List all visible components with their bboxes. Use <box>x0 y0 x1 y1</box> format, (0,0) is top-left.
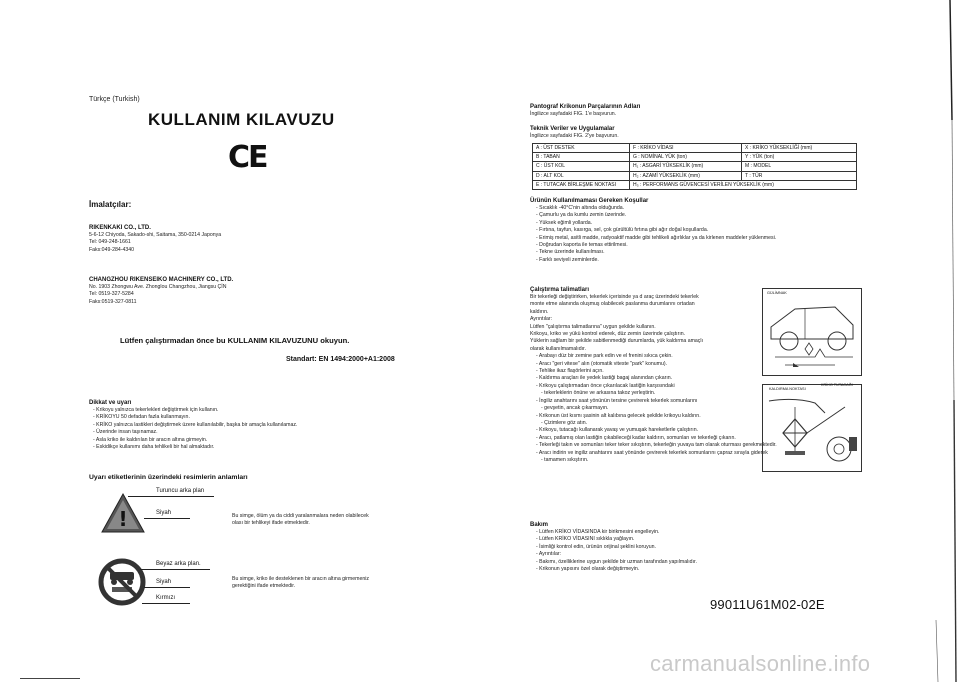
conditions-heading: Ürünün Kullanılmaması Gereken Koşullar <box>530 198 649 204</box>
caution-list <box>93 407 297 451</box>
intro-line: monte etme alanında oluşmuş olabilecek paslanma durumlarını ortadan <box>530 301 695 308</box>
read-notice: Lütfen çalıştırmadan önce bu KULLANIM KILAVUZUNU okuyun. <box>120 336 350 345</box>
list-item: - İsimliği kontrol edin, ürünün orijinal şeklini koruyun. <box>536 544 697 551</box>
maintenance-heading: Bakım <box>530 522 549 528</box>
list-item: - Arabayı düz bir zemine park edin ve el frenini sıkıca çekin. <box>536 353 760 360</box>
intro-line: Lütfen "çalıştırma talimatlarına" uygun şekilde kullanın. <box>530 323 656 330</box>
list-item: - Lütfen KRİKO VİDASINI sıklıkla yağlayın. <box>536 536 697 543</box>
list-item: - Krikonun üst kısmı şasinin alt kalıbına gelecek şekilde krikoyu kaldırın. <box>536 413 760 420</box>
maintenance-section <box>530 521 697 573</box>
operation-intro <box>530 294 760 353</box>
no-entry-under-vehicle-icon <box>98 558 146 606</box>
list-item: - İngiliz anahtarını saat yönünün tersine çevirerek tekerlek somunlarını <box>536 398 760 405</box>
list-item: - Krikoyu çalıştırmadan önce çıkarılacak lastiğin karşısındaki <box>536 383 760 390</box>
list-item: - Ayrıntılar: <box>536 551 697 558</box>
list-item: - Aracı "geri vitese" alın (otomatik viteste "park" konumu). <box>536 361 760 368</box>
list-item: - KRİKO yalnızca lastikleri değiştirmek üzere kullanılabilir, başka bir amaçla kullanılamaz. <box>93 422 297 429</box>
intro-line: Krikoyu, kriko ve yükü kontrol ederek, düz zemin üzerinde çalıştırın. <box>530 331 686 338</box>
intro-line: kaldırın. <box>530 308 549 315</box>
list-item: - Erimiş metal, asitli madde, radyoaktif madde gibi tehlikeli ağırlıklar ya da kirlenen maddeler yüklenmesi. <box>536 235 776 242</box>
label2-description <box>232 576 369 591</box>
list-item: - Lütfen KRİKO VİDASINDA kir birikmesini engelleyin. <box>536 529 697 536</box>
list-item: - Tekerleği takın ve somunları teker teker sıkıştırın, tekerleğin yuvaya tam olarak oturması gerekmektedir. <box>536 442 760 449</box>
label1-symbol-text: Siyah <box>156 510 172 516</box>
jack-operation-illustration <box>765 393 859 469</box>
parts-ref: İngilizce sayfadaki FIG. 1'e başvurun. <box>530 111 617 117</box>
intro-line: Ayrıntılar: <box>530 316 553 323</box>
conditions-section <box>530 197 776 264</box>
scan-edge-marks <box>930 0 960 682</box>
list-item: - gevşetin, ancak çıkarmayın. <box>536 405 760 412</box>
scan-bottom-mark <box>20 678 80 679</box>
list-item: - Krikoyu yalnızca tekerlekleri değiştirmek için kullanın. <box>93 407 297 414</box>
label2-ring-text: Kırmızı <box>156 595 175 601</box>
label2-symbol-text: Siyah <box>156 579 172 585</box>
warning-label-2 <box>98 556 218 608</box>
label1-description <box>232 513 369 528</box>
label1-desc-line1: Bu simge, ölüm ya da ciddi yaralanmalara neden olabilecek <box>232 513 369 519</box>
conditions-list <box>536 205 776 264</box>
spec-cell: G : NOMİNAL YÜK (ton) <box>630 153 742 162</box>
list-item: - Eskidikçe kullanımı daha tehlikeli bir hal almaktadır. <box>93 444 297 451</box>
operation-heading: Çalıştırma talimatları <box>530 287 590 293</box>
company2-address: No. 1903 Zhongwu Ave. Zhonglou Changzhou, Jiangsu ÇİN <box>89 284 227 290</box>
list-item: - tamamen sıkıştırın. <box>536 457 760 464</box>
spec-cell: D : ALT KOL <box>533 171 630 180</box>
list-item: - Tekne üzerinde kullanılması. <box>536 249 776 256</box>
maintenance-list <box>536 529 697 573</box>
figure-label-3: KRİKO TUTACAĞI <box>821 383 853 387</box>
table-row <box>533 162 857 171</box>
company1-fax: Faks:049-284-4340 <box>89 246 134 253</box>
spec-cell: C : ÜST KOL <box>533 162 630 171</box>
list-item: - Doğrudan kaporta ile temas ettirilmesi. <box>536 242 776 249</box>
list-item: - Sıcaklık -40°C'nin altında olduğunda. <box>536 205 776 212</box>
warning-label-1 <box>98 490 218 538</box>
company2-name: CHANGZHOU RIKENSEIKO MACHINERY CO., LTD. <box>89 277 234 283</box>
list-item: - Asla kriko ile kaldırılan bir aracın altına girmeyin. <box>93 437 297 444</box>
list-item: - tekerleklerin önüne ve arkasına takoz yerleştirin. <box>536 390 760 397</box>
list-item: - Kaldırma araçları ile yedek lastiği bagaj alanından çıkarın. <box>536 375 760 382</box>
table-row <box>533 171 857 180</box>
intro-line: olarak kullanılmamalıdır. <box>530 345 586 352</box>
label1-bg-text: Turuncu arka plan <box>156 488 205 494</box>
intro-line: Bir tekerleği değiştirirken, tekerlek içerisinde ya d araç üzerindeki tekerlek <box>530 294 699 300</box>
watermark: carmanualsonline.info <box>650 651 871 676</box>
parts-heading: Pantograf Krikonun Parçalarının Adları <box>530 104 641 110</box>
list-item: - Bakımı, özelliklerine uygun şekilde bir uzman tarafından yapılmalıdır. <box>536 559 697 566</box>
page-title: KULLANIM KILAVUZU <box>148 110 335 129</box>
spec-cell: A : ÜST DESTEK <box>533 144 630 153</box>
table-row <box>533 144 857 153</box>
spec-cell: F : KRİKO VİDASI <box>630 144 742 153</box>
company1-address: 5-6-12 Chiyoda, Sakado-shi, Saitama, 350-0214 Japonya <box>89 232 222 238</box>
figure-label-2: KALDIRMA NOKTASI <box>769 387 806 391</box>
parts-section <box>530 103 640 118</box>
spec-cell: T : TÜR <box>742 171 857 180</box>
manufacturers-heading: İmalatçılar: <box>89 200 132 209</box>
spec-cell: H₂ : AZAMİ YÜKSEKLİK (mm) <box>630 171 742 180</box>
label1-desc-line2: olası bir tehlikeyi ifade etmektedir. <box>232 520 310 527</box>
list-item: - Aracı indirin ve ingiliz anahtarını saat yönünde çevirerek tekerlek somunlarını çapraz sırayla giderek <box>536 450 760 457</box>
list-item: - Tehlike ikaz flaşörlerini açın. <box>536 368 760 375</box>
spec-cell: X : KRİKO YÜKSEKLİĞİ (mm) <box>742 144 857 153</box>
figure-jack-operation <box>762 384 862 472</box>
caution-heading: Dikkat ve uyarı <box>89 400 132 406</box>
company2-block <box>89 276 233 306</box>
list-item: - Krikoyu, tutacağı kullanarak yavaş ve yumuşak hareketlerle çalıştırın. <box>536 427 760 434</box>
standard-label: Standart: EN 1494:2000+A1:2008 <box>286 356 395 363</box>
specs-ref: İngilizce sayfadaki FIG. 2'ye başvurun. <box>530 133 619 139</box>
spec-cell: H₃ : PERFORMANS GÜVENCESİ VERİLEN YÜKSEKLİK (mm) <box>630 180 857 189</box>
label2-bg-text: Beyaz arka plan. <box>156 561 201 567</box>
svg-text:!: ! <box>118 507 128 531</box>
company2-tel: Tel: 0519-327-5284 <box>89 291 134 298</box>
label2-desc-line1: Bu simge, kriko ile desteklenen bir aracın altına girmemeniz <box>232 576 369 582</box>
company1-tel: Tel: 049-248-1661 <box>89 239 131 246</box>
list-item: - Yüksek eğimli yollarda. <box>536 220 776 227</box>
list-item: - Çizimlere göz atın. <box>536 420 760 427</box>
list-item: - Krikonun yapısını özel olarak değiştirmeyin. <box>536 566 697 573</box>
spec-cell: B : TABAN <box>533 153 630 162</box>
spec-cell: M : MODEL <box>742 162 857 171</box>
list-item: - Fırtına, tayfun, kasırga, sel, çok gürültülü fırtına gibi ağır doğal koşullarda. <box>536 227 776 234</box>
specs-heading: Teknik Veriler ve Uygulamalar <box>530 126 615 132</box>
label2-desc-line2: gerektiğini ifade etmektedir. <box>232 583 296 590</box>
warning-triangle-icon <box>100 492 146 534</box>
list-item: - KRİKOYU 50 defadan fazla kullanmayın. <box>93 414 297 421</box>
car-jack-illustration <box>765 297 859 373</box>
list-item: - Üzerinde insan taşınamaz. <box>93 429 297 436</box>
list-item: - Aracı, patlamış olan lastiğin çıkabileceği kadar kaldırın, somunları ve tekerleği çıkarın. <box>536 435 760 442</box>
table-row <box>533 180 857 189</box>
intro-line: Yüklerin sağlam bir şekilde sabitlenmediği durumlarda, yük kaldırma amaçlı <box>530 338 703 345</box>
list-item: - Farklı seviyeli zeminlerde. <box>536 257 776 264</box>
spec-cell: Y : YÜK (ton) <box>742 153 857 162</box>
spec-table <box>532 143 857 190</box>
figure-car-jack <box>762 288 862 376</box>
company2-fax: Faks:0519-327-0811 <box>89 298 137 305</box>
spec-cell: H₁ : ASGARİ YÜKSEKLİK (mm) <box>630 162 742 171</box>
labels-heading: Uyarı etiketlerinin üzerindeki resimlerin anlamları <box>89 474 248 481</box>
operation-list <box>536 353 777 464</box>
figure-label-1: GÜLİMNAK <box>767 291 787 295</box>
specs-section <box>530 125 619 140</box>
ce-mark: CE <box>228 140 267 175</box>
list-item: - Çamurlu ya da kumlu zemin üzerinde. <box>536 212 776 219</box>
language-label: Türkçe (Turkish) <box>89 96 140 103</box>
spec-cell: E : TUTACAK BİRLEŞME NOKTASI <box>533 180 630 189</box>
company1-name: RIKENKAKI CO., LTD. <box>89 225 151 231</box>
company1-block <box>89 224 221 254</box>
table-row <box>533 153 857 162</box>
part-number: 99011U61M02-02E <box>710 597 825 612</box>
caution-section <box>89 399 297 451</box>
